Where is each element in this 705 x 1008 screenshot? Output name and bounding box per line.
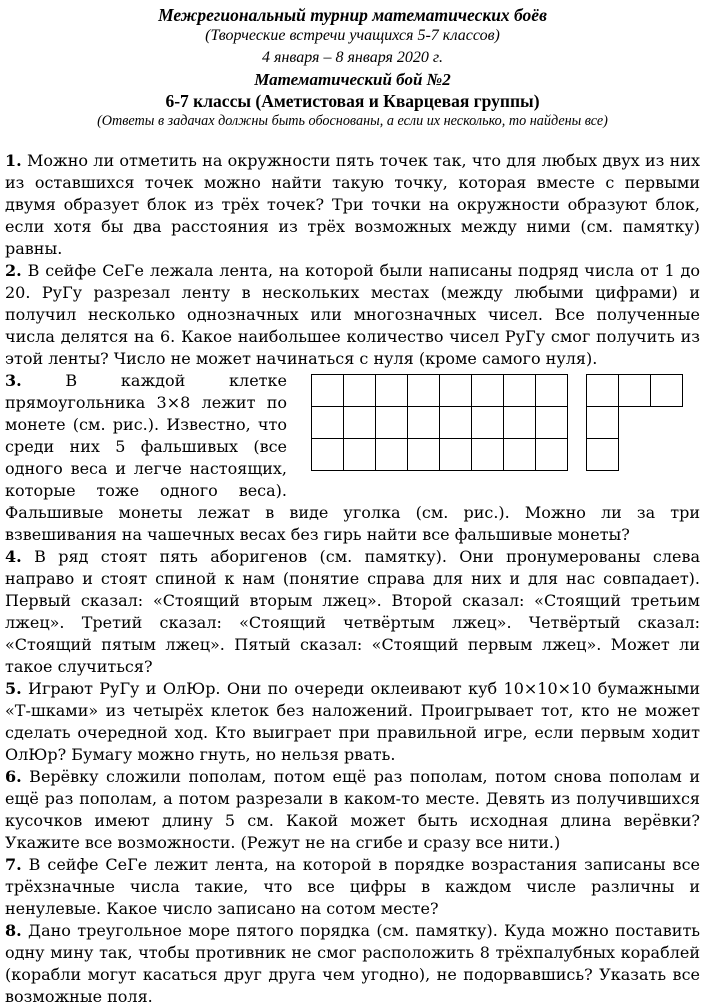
grid-cell: [440, 375, 472, 407]
grid-cell: [376, 375, 408, 407]
problem-number: 7.: [5, 855, 22, 874]
grid-cell: [504, 375, 536, 407]
tournament-subtitle: (Творческие встречи учащихся 5-7 классов): [205, 27, 500, 44]
grid-cell: [504, 407, 536, 439]
problem-text: Можно ли отметить на окружности пять точек так, что для любых двух из них из оставшихся точек можно найти такую точку, которая вместе с первыми двумя образует блок из трёх точек? Три точки на окружности образуют блок, если хотя бы два расстояния из трёх возможных между ними (см. памятку) равны.: [5, 151, 700, 258]
tournament-title: Межрегиональный турнир математических боёв: [158, 5, 547, 25]
grid-cell: [536, 375, 568, 407]
grid-row: [312, 407, 568, 439]
problem-number: 6.: [5, 767, 22, 786]
problem-text: В ряд стоят пять аборигенов (см. памятку). Они пронумерованы слева направо и стоят спиной к нам (понятие справа для них и для нас совпадает). Первый сказал: «Стоящий вторым лжец». Второй сказал: «Стоящий третьим лжец». Третий сказал: «Стоящий четвёртым лжец». Четвёртый сказал: «Стоящий пятым лжец». Пятый сказал: «Стоящий первым лжец». Может ли такое случиться?: [5, 547, 700, 676]
problem-text: В каждой клетке прямоугольника 3×8 лежит по монете (см. рис.). Известно, что среди них 5 фальшивых (все одного веса и легче настоящих, которые тоже одного веса).: [5, 371, 287, 500]
grid-cell: [344, 407, 376, 439]
grid-cell: [440, 407, 472, 439]
problem-text: Играют РуГу и ОлЮр. Они по очереди оклеивают куб 10×10×10 бумажными «Т-шками» из четырёх клеток без наложений. Проигрывает тот, кто не может сделать очередной ход. Кто выиграет при правильной игре, если первым ходит ОлЮр? Бумагу можно гнуть, но нельзя рвать.: [5, 679, 700, 764]
grid-cell: [472, 439, 504, 471]
problem-text: В сейфе СеГе лежала лента, на которой были написаны подряд числа от 1 до 20. РуГу разрезал ленту в нескольких местах (между любыми цифрами) и получил несколько однозначных или многозначных чисел. Все полученные числа делятся на 6. Какое наибольшее количество чисел РуГу смог получить из этой ленты? Число не может начинаться с нуля (кроме самого нуля).: [5, 261, 700, 368]
problem-2: [5, 260, 700, 370]
problem-text: В сейфе СеГе лежит лента, на которой в порядке возрастания записаны все трёхзначные числа такие, что все цифры в каждом числе различны и ненулевые. Какое число записано на сотом месте?: [5, 855, 700, 918]
problem-3: [5, 370, 700, 502]
instructions-note: (Ответы в задачах должны быть обоснованы, а если их несколько, то найдены все): [97, 113, 608, 129]
tournament-dates: 4 января – 8 января 2020 г.: [262, 49, 443, 66]
corner-cell: [650, 374, 683, 407]
battle-title: Математический бой №2: [254, 70, 451, 89]
grid-cell: [472, 375, 504, 407]
grid-cell: [312, 407, 344, 439]
problem-number: 1.: [5, 151, 22, 170]
problem-number: 2.: [5, 261, 22, 280]
problem-5: [5, 678, 700, 766]
grid-cell: [536, 439, 568, 471]
corner-cell: [618, 374, 651, 407]
problem-8: [5, 920, 700, 1008]
coin-rectangle-figure: [311, 374, 568, 471]
grid-cell: [440, 439, 472, 471]
problem-text: Верёвку сложили пополам, потом ещё раз пополам, потом снова пополам и ещё раз пополам, а потом разрезали в каком-то месте. Девять из получившихся кусочков имеют длину 5 см. Какой может быть исходная длина верёвки? Укажите все возможности. (Режут не на сгибе и сразу все нити.): [5, 767, 700, 852]
problem-1: [5, 150, 700, 260]
problem-number: 8.: [5, 921, 22, 940]
grid-cell: [408, 439, 440, 471]
problem-number: 5.: [5, 679, 22, 698]
grid-cell: [312, 375, 344, 407]
group-title: 6-7 классы (Аметистовая и Кварцевая группы): [165, 91, 540, 111]
problems-list: [5, 150, 700, 1008]
grid-cell: [312, 439, 344, 471]
grid-cell: [472, 407, 504, 439]
problem-text: Дано треугольное море пятого порядка (см. памятку). Куда можно поставить одну мину так, чтобы противник не смог расположить 8 трёхпалубных кораблей (корабли могут касаться друг друга чем угодно), не подорвавшись? Указать все возможные поля.: [5, 921, 700, 1006]
grid-cell: [408, 407, 440, 439]
problem-7: [5, 854, 700, 920]
problem-3-intro: [5, 370, 287, 502]
grid-cell: [376, 439, 408, 471]
problem-number: 3.: [5, 371, 22, 390]
corner-cell: [586, 374, 619, 407]
grid-cell: [376, 407, 408, 439]
grid-row: [312, 439, 568, 471]
corner-cell: [586, 438, 619, 471]
grid-cell: [408, 375, 440, 407]
corner-cell: [586, 406, 619, 439]
grid-cell: [504, 439, 536, 471]
problem-4: [5, 546, 700, 678]
grid-row: [312, 375, 568, 407]
grid-cell: [536, 407, 568, 439]
grid-cell: [344, 375, 376, 407]
grid-cell: [344, 439, 376, 471]
problem-6: [5, 766, 700, 854]
problem-3-continuation: Фальшивые монеты лежат в виде уголка (см. рис.). Можно ли за три взвешивания на чашечных весах без гирь найти все фальшивые монеты?: [5, 503, 700, 544]
problem-number: 4.: [5, 547, 22, 566]
